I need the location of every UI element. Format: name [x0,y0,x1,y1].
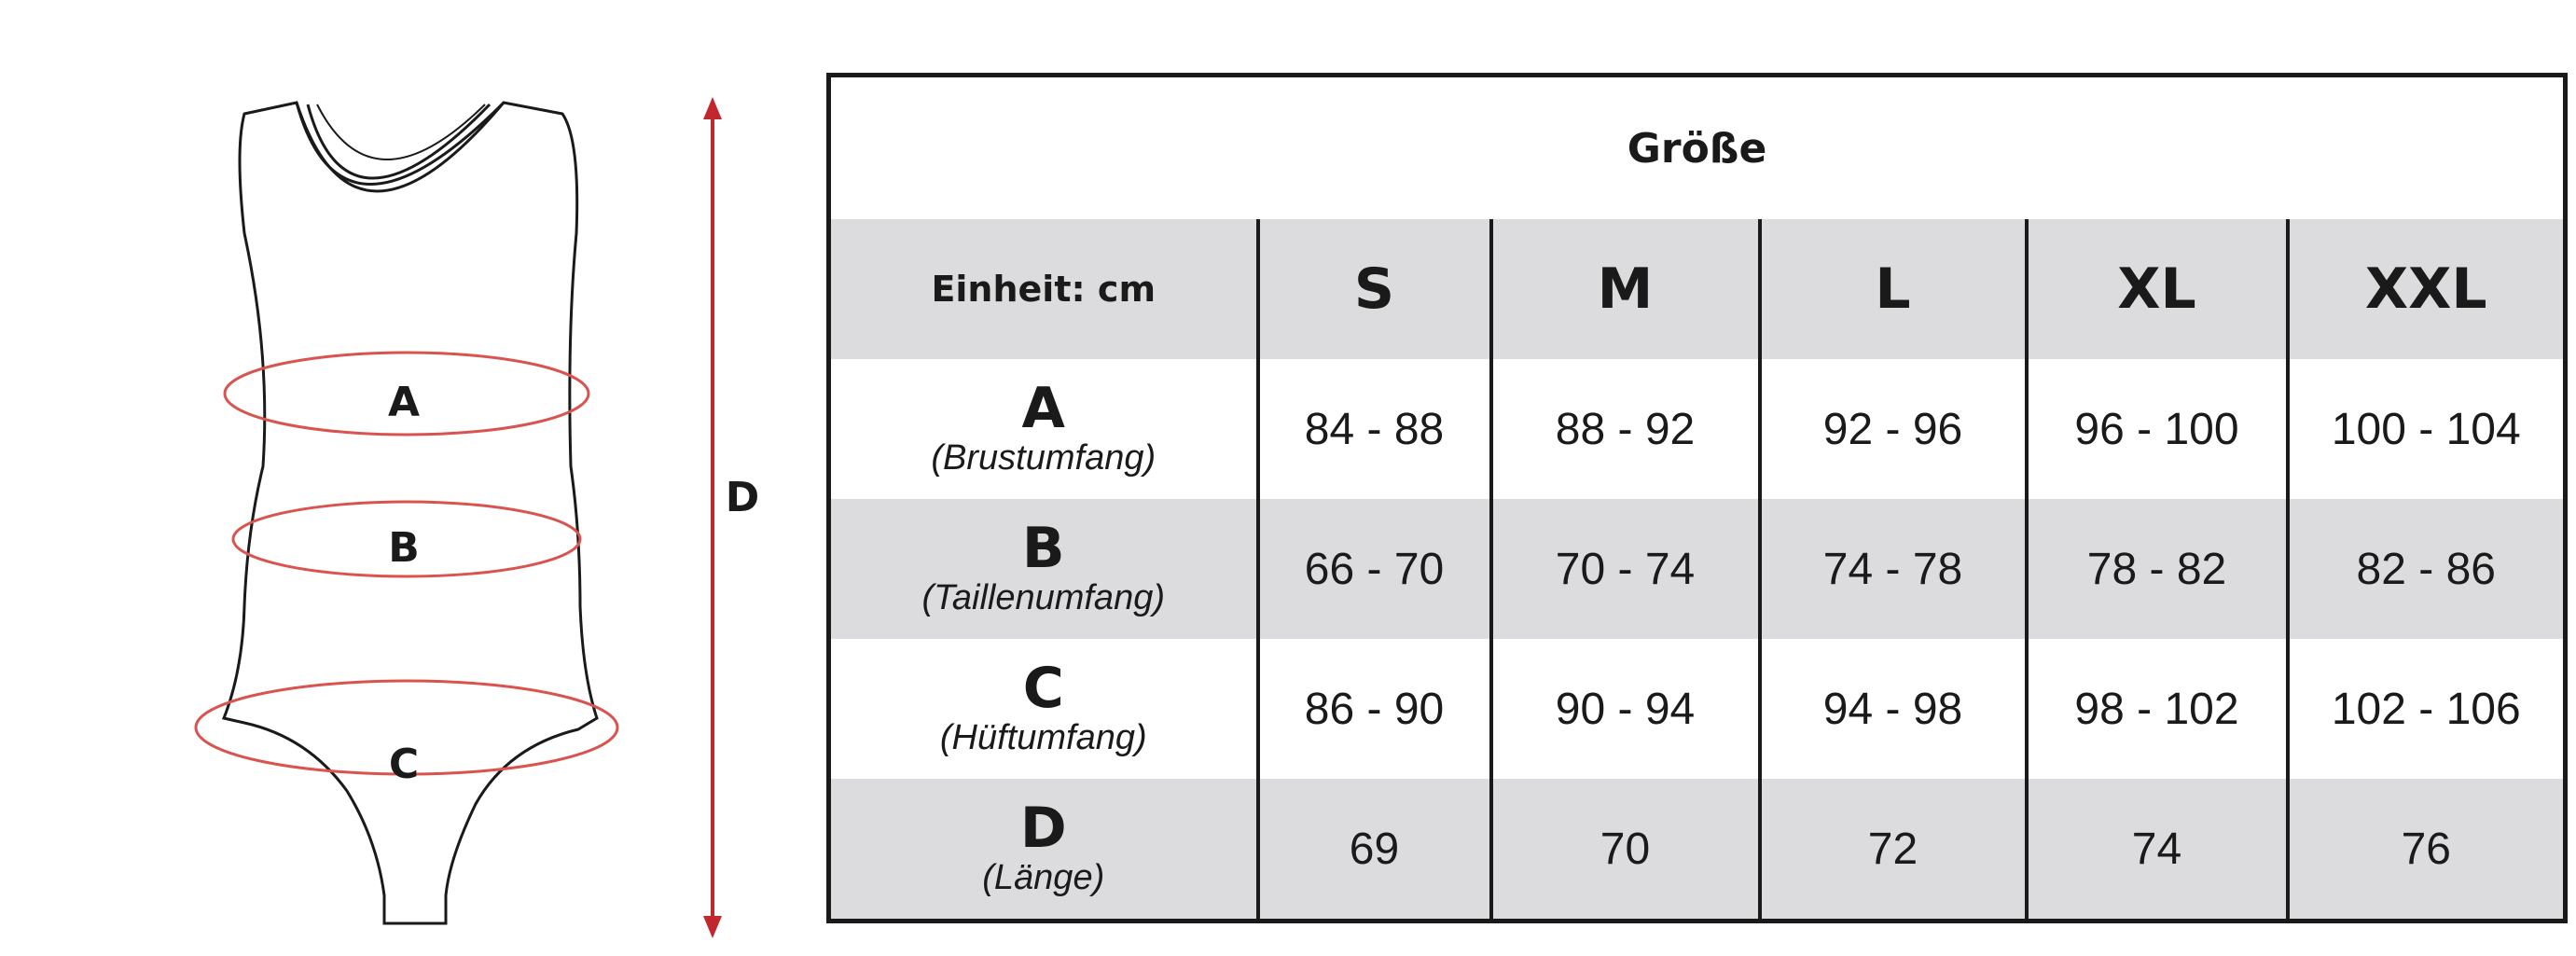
table-cell: 70 - 74 [1491,499,1760,639]
size-table [826,73,2568,923]
row-name: (Taillenumfang) [921,578,1165,617]
row-letter: C [1022,656,1064,721]
table-cell: 74 - 78 [1760,499,2027,639]
row-letter: A [1021,376,1065,441]
table-cell: 100 - 104 [2288,359,2566,499]
row-label [829,499,1258,639]
row-name: (Brustumfang) [931,438,1156,478]
table-cell: 96 - 100 [2027,359,2288,499]
table-row [829,639,2566,779]
label-c: C [388,741,420,788]
unit-label: Einheit: cm [829,219,1258,359]
size-l: L [1760,219,2027,359]
table-title: Größe [829,76,2566,220]
row-letter: B [1021,516,1065,581]
table-cell: 66 - 70 [1258,499,1491,639]
table-cell: 94 - 98 [1760,639,2027,779]
table-row [829,779,2566,921]
row-name: (Hüftumfang) [939,718,1147,757]
table-cell: 69 [1258,779,1491,921]
size-xxl: XXL [2288,219,2566,359]
bodysuit-diagram [0,0,802,956]
row-letter: D [1019,796,1067,861]
label-b: B [388,524,420,572]
size-xl: XL [2027,219,2288,359]
arrow-up-head [703,97,722,119]
size-s: S [1258,219,1491,359]
table-cell: 74 [2027,779,2288,921]
row-label [829,639,1258,779]
table-cell: 82 - 86 [2288,499,2566,639]
table-cell: 84 - 88 [1258,359,1491,499]
table-cell: 72 [1760,779,2027,921]
table-cell: 102 - 106 [2288,639,2566,779]
table-cell: 86 - 90 [1258,639,1491,779]
row-label [829,779,1258,921]
row-label [829,359,1258,499]
table-row [829,359,2566,499]
table-cell: 98 - 102 [2027,639,2288,779]
label-d: D [725,474,760,521]
table-cell: 92 - 96 [1760,359,2027,499]
table-cell: 90 - 94 [1491,639,1760,779]
table-row [829,499,2566,639]
header-row [829,219,2566,359]
size-m: M [1491,219,1760,359]
table-cell: 70 [1491,779,1760,921]
arrow-down-head [703,916,722,938]
title-row [829,76,2566,220]
table-cell: 88 - 92 [1491,359,1760,499]
table-cell: 76 [2288,779,2566,921]
row-name: (Länge) [982,858,1105,897]
table-cell: 78 - 82 [2027,499,2288,639]
label-a: A [387,379,421,426]
